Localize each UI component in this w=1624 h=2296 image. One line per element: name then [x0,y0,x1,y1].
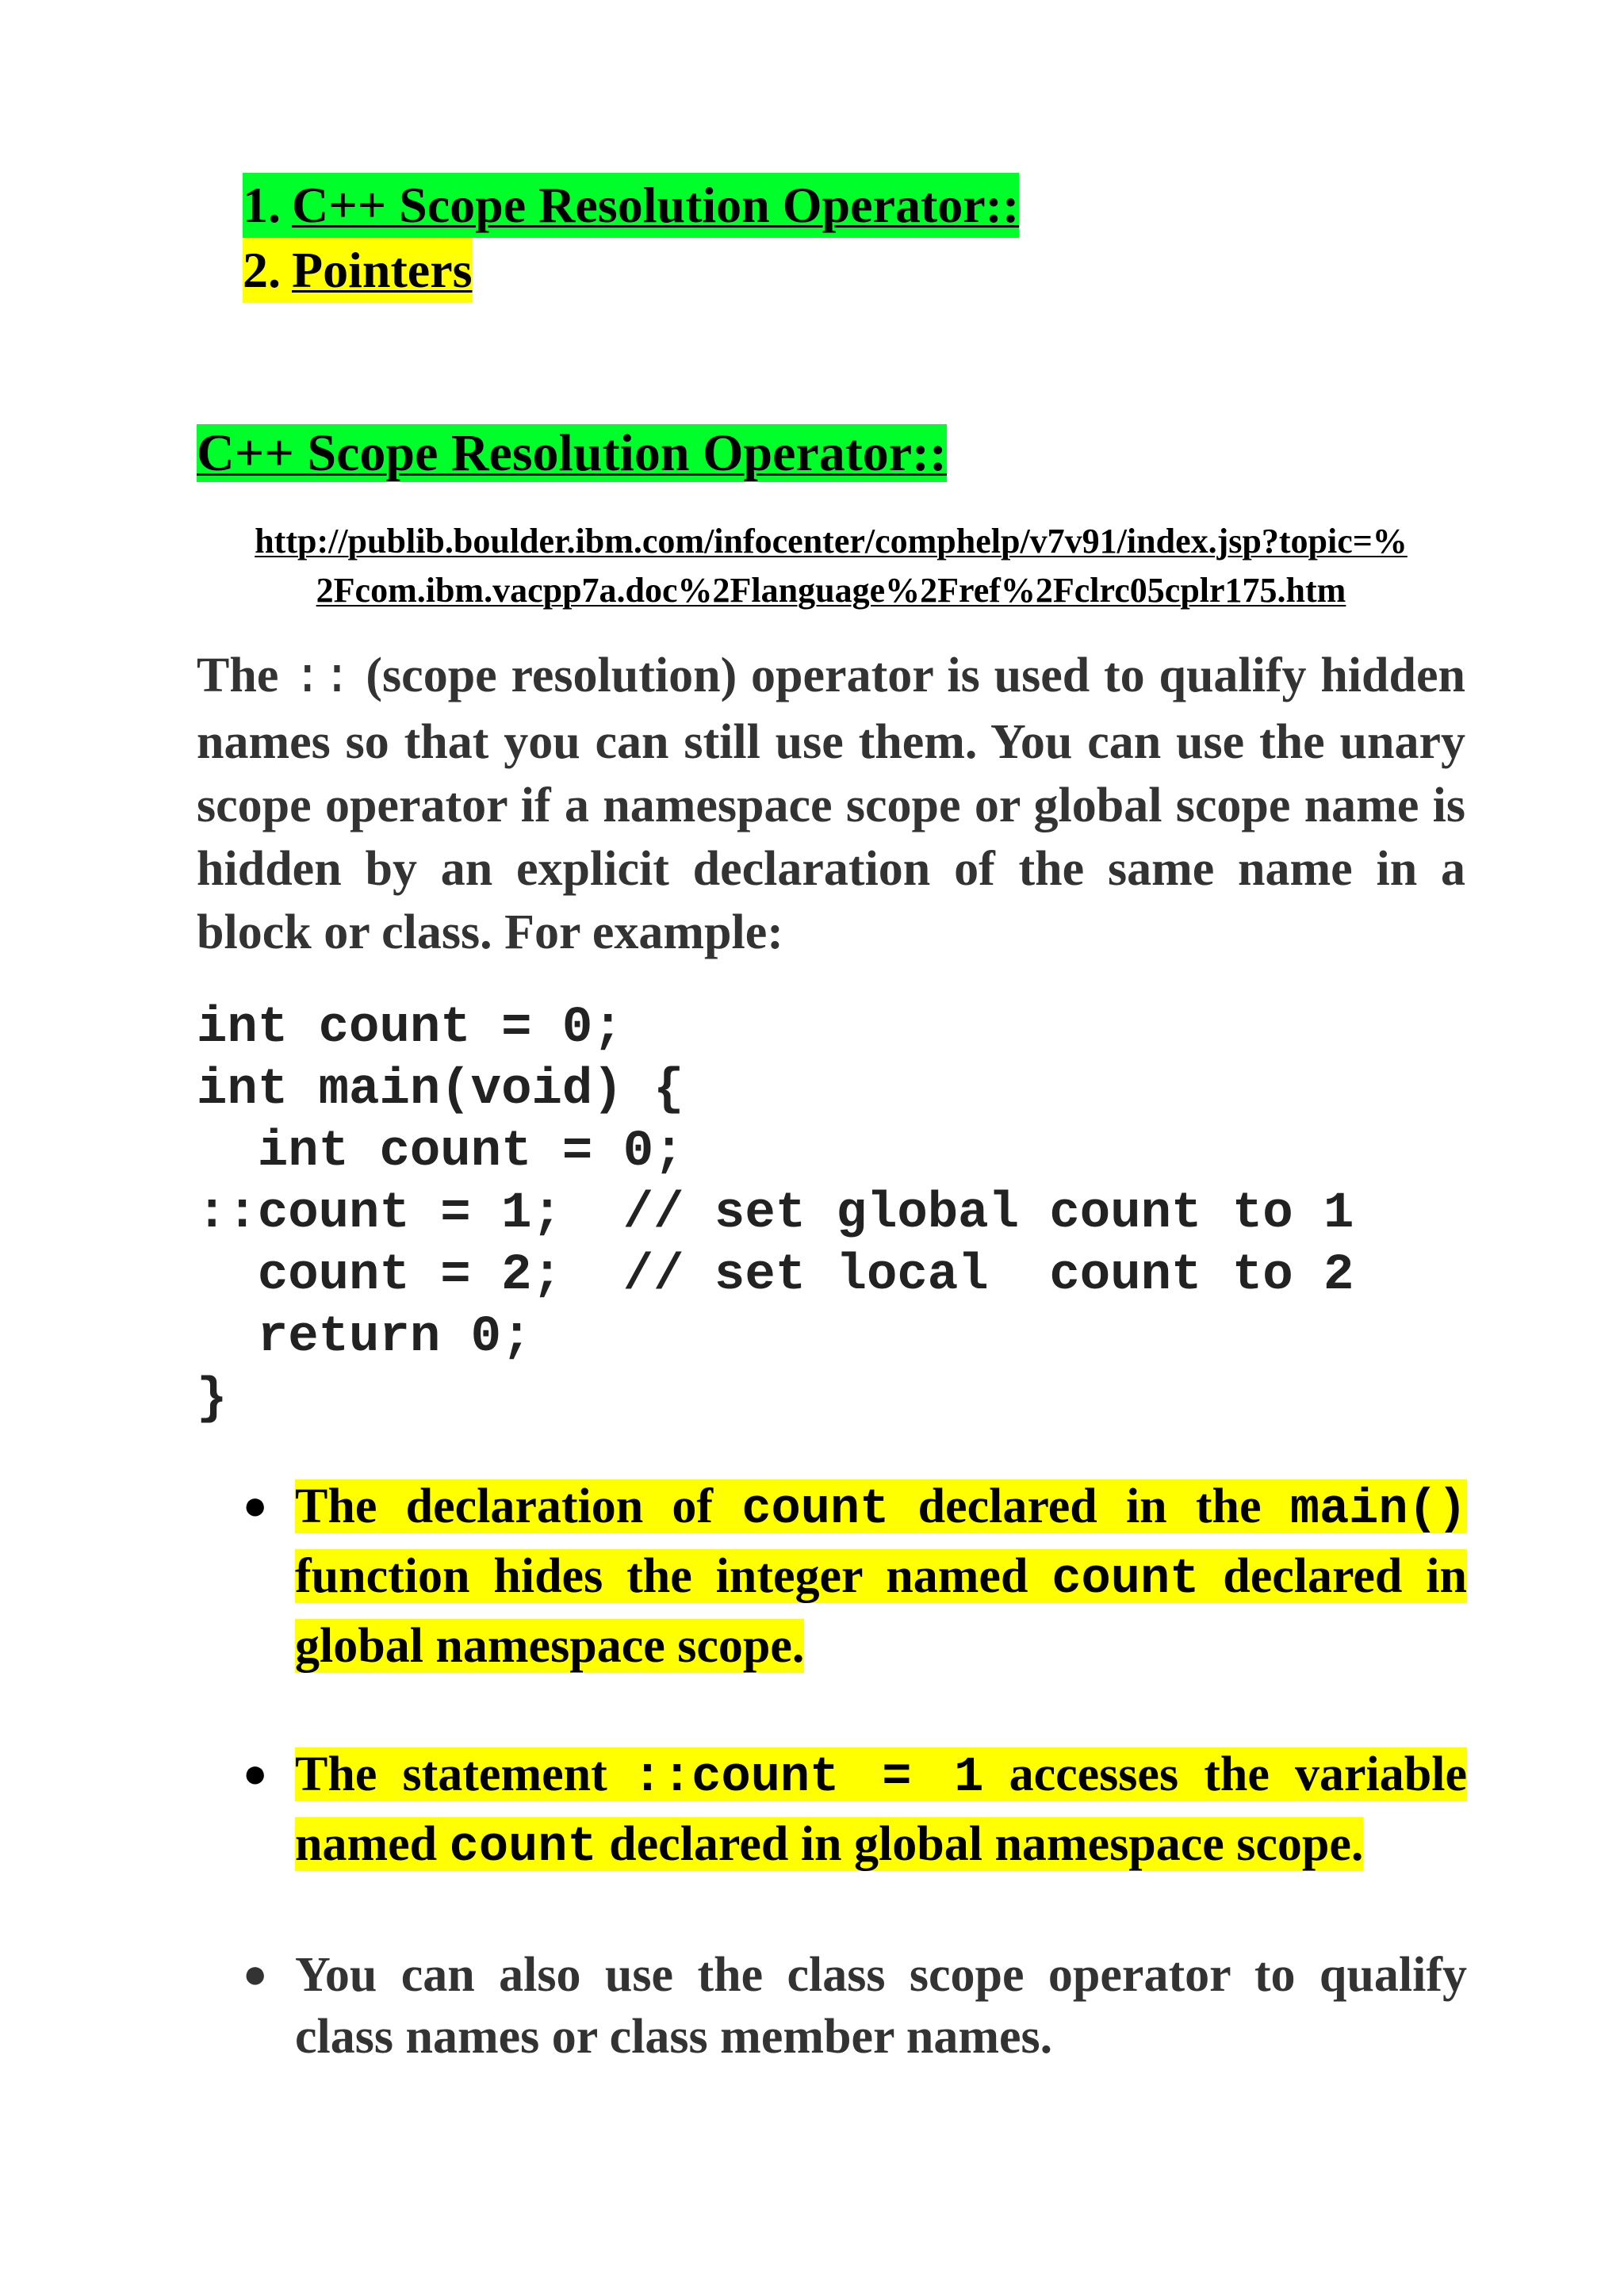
code-line: int count = 0; [197,1123,684,1181]
code-token: ::count = 1 [632,1749,984,1805]
bullet-text-part: The statement [295,1747,633,1801]
code-token: count [741,1481,890,1537]
intro-paragraph [197,644,1465,964]
bullet-text-part: declared in global namespace scope. [596,1817,1364,1871]
toc-item-label[interactable]: C++ Scope Resolution Operator:: [292,173,1019,238]
code-line: int count = 0; [197,1000,623,1057]
toc-item-label[interactable]: Pointers [292,238,473,303]
code-line: int main(void) { [197,1062,684,1119]
bullet-item-2 [243,1741,1467,1881]
toc-item-number: 1. [243,173,292,238]
bullet-text: You can also use the class scope operator to qualify class names or class member names. [295,1948,1467,2064]
bullet-text [295,1473,1467,1679]
section-heading-text: C++ Scope Resolution Operator:: [197,424,947,482]
toc-item-number: 2. [243,238,292,303]
bullet-text [295,1741,1467,1881]
operator-token: :: [293,650,352,706]
reference-link[interactable] [197,517,1465,615]
bullet-item-3 [243,1944,1467,2068]
code-line: count = 2; // set local count to 2 [197,1247,1354,1304]
toc-item-1 [243,173,1019,238]
paragraph-text: (scope resolution) operator is used to qualify hidden names so that you can still use them. You can use the unary scope operator if a namespace scope or global scope name is hidden by an explicit declaration of the same name in a block or class. For example: [197,649,1466,959]
section-heading [197,420,947,487]
bullet-dot-icon: ● [243,1751,268,1797]
toc-item-2 [243,238,1019,303]
code-line: return 0; [197,1309,532,1366]
code-line: ::count = 1; // set global count to 1 [197,1185,1354,1242]
bullet-item-1 [243,1473,1467,1679]
bullet-dot-icon: ● [243,1952,268,1997]
code-example [197,997,1354,1430]
code-line: } [197,1371,228,1428]
bullet-text-part: function hides the integer named [295,1549,1052,1603]
reference-link-line-2[interactable]: 2Fcom.ibm.vacpp7a.doc%2Flanguage%2Fref%2Fclrc05cplr175.htm [316,571,1346,610]
bullet-text-part: declared in global namespace scope. [295,1549,1467,1673]
bullet-text-part: accesses the variable named [295,1747,1467,1871]
bullet-text-part: The declaration of [295,1479,742,1533]
code-token: count [449,1819,597,1875]
bullet-text-part: declared in the [889,1479,1290,1533]
table-of-contents [243,173,1019,303]
code-token: count [1051,1551,1200,1607]
paragraph-text: The [197,649,293,702]
code-token: main() [1289,1481,1468,1537]
bullet-dot-icon: ● [243,1483,268,1529]
reference-link-line-1[interactable]: http://publib.boulder.ibm.com/infocenter/comphelp/v7v91/index.jsp?topic=% [255,522,1408,561]
